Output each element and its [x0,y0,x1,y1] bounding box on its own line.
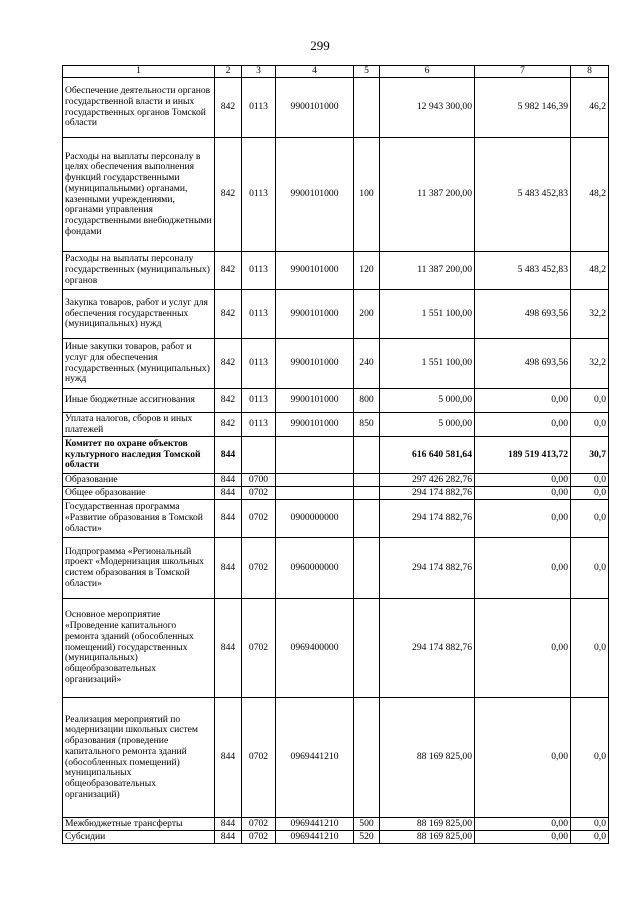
row-name: Расходы на выплаты персоналу государственных (муниципальных) органов [63,252,215,290]
table-row [63,437,609,474]
row-plan-amount: 294 174 882,76 [380,599,475,698]
row-fact-amount: 0,00 [475,831,571,844]
row-fact-amount: 0,00 [475,474,571,487]
row-expense-type [354,538,380,599]
row-expense-type [354,599,380,698]
row-percent: 32,2 [571,290,609,339]
row-expense-type [354,487,380,500]
row-plan-amount: 12 943 300,00 [380,78,475,138]
row-name: Общее образование [63,487,215,500]
row-target-code: 0969441210 [276,818,354,831]
row-expense-type: 120 [354,252,380,290]
row-target-code: 0969441210 [276,698,354,818]
table-row [63,599,609,698]
row-target-code [276,474,354,487]
row-fact-amount: 0,00 [475,389,571,413]
row-percent: 48,2 [571,138,609,252]
row-section-code: 0702 [242,831,276,844]
row-percent: 0,0 [571,500,609,538]
row-fact-amount: 5 982 146,39 [475,78,571,138]
row-plan-amount: 5 000,00 [380,413,475,437]
column-number: 7 [475,66,571,78]
row-target-code: 0969441210 [276,831,354,844]
row-name: Обеспечение деятельности органов государственной власти и иных государственных органов Томской области [63,78,215,138]
row-plan-amount: 1 551 100,00 [380,290,475,339]
row-ved-code: 842 [215,138,242,252]
row-plan-amount: 294 174 882,76 [380,487,475,500]
row-name: Иные закупки товаров, работ и услуг для обеспечения государственных (муниципальных) нужд [63,339,215,389]
table-row [63,818,609,831]
row-fact-amount: 0,00 [475,487,571,500]
table-row [63,474,609,487]
row-target-code: 9900101000 [276,252,354,290]
row-percent: 0,0 [571,487,609,500]
row-percent: 48,2 [571,252,609,290]
table-row [63,413,609,437]
row-expense-type: 100 [354,138,380,252]
row-plan-amount: 294 174 882,76 [380,500,475,538]
row-section-code: 0702 [242,698,276,818]
row-ved-code: 842 [215,290,242,339]
row-target-code [276,487,354,500]
row-section-code: 0702 [242,599,276,698]
row-target-code: 9900101000 [276,339,354,389]
row-fact-amount: 0,00 [475,698,571,818]
page-number: 299 [310,38,330,53]
row-expense-type: 800 [354,389,380,413]
row-name: Уплата налогов, сборов и иных платежей [63,413,215,437]
row-name: Государственная программа «Развитие образования в Томской области» [63,500,215,538]
row-percent: 0,0 [571,413,609,437]
row-ved-code: 842 [215,339,242,389]
row-fact-amount: 5 483 452,83 [475,138,571,252]
row-expense-type [354,474,380,487]
row-ved-code: 842 [215,78,242,138]
row-section-code: 0113 [242,339,276,389]
row-percent: 0,0 [571,538,609,599]
row-plan-amount: 11 387 200,00 [380,252,475,290]
table-row [63,252,609,290]
table-row [63,500,609,538]
row-section-code: 0702 [242,500,276,538]
column-number: 1 [63,66,215,78]
row-target-code: 9900101000 [276,138,354,252]
row-section-code: 0702 [242,538,276,599]
row-ved-code: 844 [215,599,242,698]
row-ved-code: 844 [215,474,242,487]
row-fact-amount: 189 519 413,72 [475,437,571,474]
table-row [63,698,609,818]
row-expense-type [354,78,380,138]
row-expense-type [354,698,380,818]
row-plan-amount: 5 000,00 [380,389,475,413]
row-fact-amount: 0,00 [475,413,571,437]
table-row [63,538,609,599]
row-percent: 46,2 [571,78,609,138]
row-name: Подпрограмма «Региональный проект «Модернизация школьных систем образования в Томской области» [63,538,215,599]
table-row [63,487,609,500]
row-percent: 0,0 [571,831,609,844]
table-row [63,138,609,252]
row-section-code: 0702 [242,487,276,500]
row-name: Иные бюджетные ассигнования [63,389,215,413]
row-name: Субсидии [63,831,215,844]
row-target-code: 9900101000 [276,290,354,339]
column-number: 6 [380,66,475,78]
row-section-code: 0113 [242,252,276,290]
row-ved-code: 844 [215,831,242,844]
column-number: 8 [571,66,609,78]
row-percent: 32,2 [571,339,609,389]
row-ved-code: 844 [215,500,242,538]
row-percent: 0,0 [571,389,609,413]
row-target-code: 0960000000 [276,538,354,599]
table-row [63,290,609,339]
row-percent: 0,0 [571,599,609,698]
row-fact-amount: 498 693,56 [475,339,571,389]
row-expense-type: 850 [354,413,380,437]
row-target-code: 9900101000 [276,389,354,413]
row-ved-code: 844 [215,698,242,818]
row-plan-amount: 297 426 282,76 [380,474,475,487]
row-plan-amount: 88 169 825,00 [380,818,475,831]
row-fact-amount: 0,00 [475,500,571,538]
column-number: 2 [215,66,242,78]
table-row [63,78,609,138]
row-ved-code: 844 [215,538,242,599]
row-fact-amount: 498 693,56 [475,290,571,339]
row-ved-code: 844 [215,487,242,500]
row-expense-type: 500 [354,818,380,831]
row-percent: 0,0 [571,818,609,831]
row-percent: 0,0 [571,698,609,818]
row-section-code: 0702 [242,818,276,831]
row-plan-amount: 616 640 581,64 [380,437,475,474]
row-name: Образование [63,474,215,487]
row-name: Комитет по охране объектов культурного наследия Томской области [63,437,215,474]
row-section-code: 0113 [242,389,276,413]
row-percent: 30,7 [571,437,609,474]
row-ved-code: 842 [215,413,242,437]
row-plan-amount: 1 551 100,00 [380,339,475,389]
row-section-code: 0113 [242,413,276,437]
row-name: Реализация мероприятий по модернизации школьных систем образования (проведение капитального ремонта зданий (обособленных помещений) муниципальных общеобразовательных организаций) [63,698,215,818]
row-section-code: 0700 [242,474,276,487]
table-row [63,339,609,389]
row-fact-amount: 5 483 452,83 [475,252,571,290]
row-plan-amount: 88 169 825,00 [380,698,475,818]
row-plan-amount: 11 387 200,00 [380,138,475,252]
table-row [63,389,609,413]
row-target-code: 9900101000 [276,78,354,138]
column-number: 4 [276,66,354,78]
budget-table [62,65,609,844]
column-number: 5 [354,66,380,78]
row-section-code [242,437,276,474]
row-percent: 0,0 [571,474,609,487]
row-ved-code: 842 [215,389,242,413]
row-plan-amount: 294 174 882,76 [380,538,475,599]
row-plan-amount: 88 169 825,00 [380,831,475,844]
row-expense-type: 240 [354,339,380,389]
row-section-code: 0113 [242,78,276,138]
column-number: 3 [242,66,276,78]
row-name: Основное мероприятие «Проведение капитального ремонта зданий (обособленных помещений) государственных (муниципальных) общеобразовательных организаций» [63,599,215,698]
row-section-code: 0113 [242,138,276,252]
row-expense-type [354,437,380,474]
table-row [63,831,609,844]
row-target-code: 9900101000 [276,413,354,437]
row-target-code: 0900000000 [276,500,354,538]
row-section-code: 0113 [242,290,276,339]
row-ved-code: 844 [215,437,242,474]
row-target-code [276,437,354,474]
row-expense-type: 520 [354,831,380,844]
row-ved-code: 844 [215,818,242,831]
row-name: Закупка товаров, работ и услуг для обеспечения государственных (муниципальных) нужд [63,290,215,339]
row-target-code: 0969400000 [276,599,354,698]
column-number-row [63,66,609,78]
row-fact-amount: 0,00 [475,599,571,698]
row-expense-type [354,500,380,538]
row-fact-amount: 0,00 [475,538,571,599]
row-name: Межбюджетные трансферты [63,818,215,831]
table-body [63,66,609,844]
row-name: Расходы на выплаты персоналу в целях обеспечения выполнения функций государственными (муниципальными) органами, казенными учреждениями, органами управления государственными внебюджетными фондами [63,138,215,252]
row-expense-type: 200 [354,290,380,339]
row-fact-amount: 0,00 [475,818,571,831]
row-ved-code: 842 [215,252,242,290]
